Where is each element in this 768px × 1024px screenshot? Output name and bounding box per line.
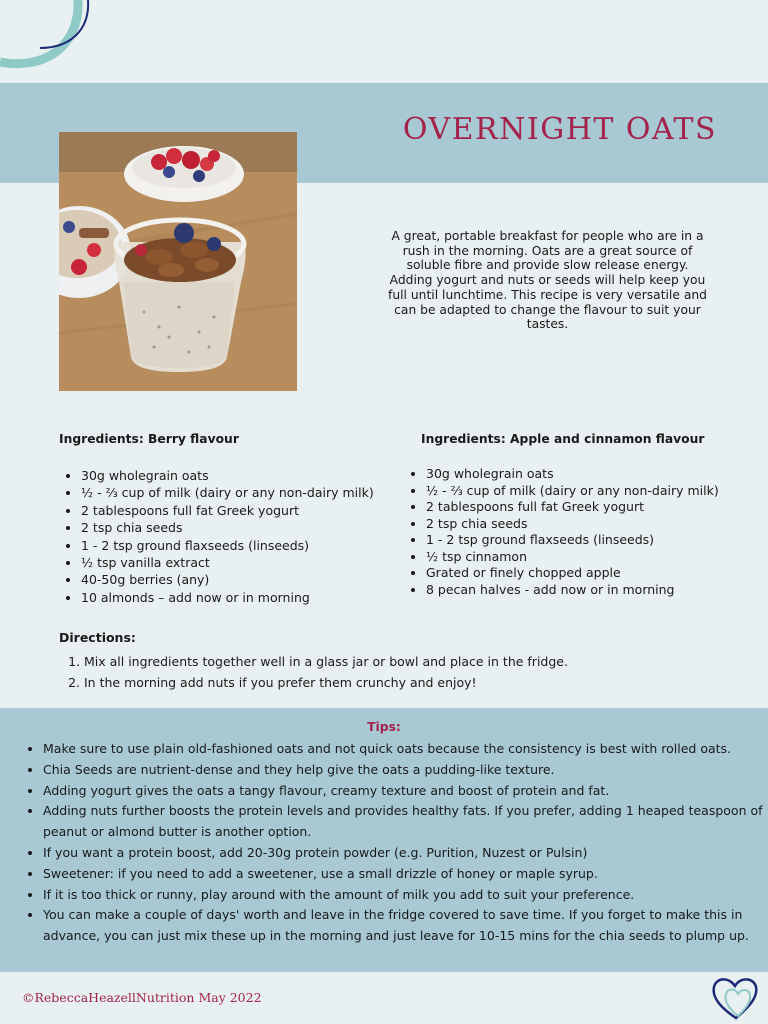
page-title: OVERNIGHT OATS (402, 112, 718, 147)
list-item: • ½ tsp cinnamon (426, 549, 768, 566)
tip-item: • Adding yogurt gives the oats a tangy flavour, creamy texture and boost of protein and fat. (43, 781, 768, 802)
tip-item: • Adding nuts further boosts the protein levels and provides healthy fats. If you prefer, adding 1 heaped teaspoon of peanut or almond butter is another option. (43, 801, 768, 843)
tip-item: • If you want a protein boost, add 20-30g protein powder (e.g. Purition, Nuzest or Pulsin) (43, 843, 768, 864)
tip-item: • Make sure to use plain old-fashioned oats and not quick oats because the consistency is best with rolled oats. (43, 739, 768, 760)
list-item: • 30g wholegrain oats (81, 467, 411, 484)
list-item: • 1 - 2 tsp ground flaxseeds (linseeds) (81, 537, 411, 554)
list-item: • 40-50g berries (any) (81, 571, 411, 588)
tips-heading: Tips: (367, 720, 401, 734)
list-item: • 8 pecan halves - add now or in morning (426, 582, 768, 599)
list-item: • 2 tablespoons full fat Greek yogurt (81, 502, 411, 519)
direction-step: 2. In the morning add nuts if you prefer them crunchy and enjoy! (84, 672, 734, 693)
berry-ingredients-heading: Ingredients: Berry flavour (59, 432, 239, 446)
tip-item: • If it is too thick or runny, play around with the amount of milk you add to suit your preference. (43, 885, 768, 906)
footer-copyright: ©RebeccaHeazellNutrition May 2022 (22, 990, 262, 1005)
tips-list (21, 739, 768, 947)
apple-ingredients-list (404, 466, 768, 598)
directions-heading: Directions: (59, 630, 136, 645)
apple-ingredients-heading: Ingredients: Apple and cinnamon flavour (421, 432, 705, 446)
list-item: • ½ - ⅔ cup of milk (dairy or any non-dairy milk) (426, 483, 768, 500)
tip-item: • Chia Seeds are nutrient-dense and they help give the oats a pudding-like texture. (43, 760, 768, 781)
decorative-curves (0, 0, 100, 75)
list-item: • ½ tsp vanilla extract (81, 554, 411, 571)
berry-ingredients-list (59, 467, 411, 606)
list-item: • 2 tsp chia seeds (81, 519, 411, 536)
list-item: • 10 almonds – add now or in morning (81, 589, 411, 606)
overnight-oats-photo (59, 132, 297, 391)
direction-step: 1. Mix all ingredients together well in a glass jar or bowl and place in the fridge. (84, 651, 734, 672)
list-item: • 2 tablespoons full fat Greek yogurt (426, 499, 768, 516)
list-item: • 1 - 2 tsp ground flaxseeds (linseeds) (426, 532, 768, 549)
tip-item: • Sweetener: if you need to add a sweetener, use a small drizzle of honey or maple syrup. (43, 864, 768, 885)
list-item: • 30g wholegrain oats (426, 466, 768, 483)
tip-item: • You can make a couple of days' worth and leave in the fridge covered to save time. If you forget to make this in advance, you can just mix these up in the morning and just leave for 10-15 mins for the chia seeds to plump up. (43, 905, 768, 947)
heart-logo-icon (708, 972, 764, 1024)
list-item: • ½ - ⅔ cup of milk (dairy or any non-dairy milk) (81, 484, 411, 501)
list-item: • Grated or finely chopped apple (426, 565, 768, 582)
list-item: • 2 tsp chia seeds (426, 516, 768, 533)
intro-paragraph: A great, portable breakfast for people who are in a rush in the morning. Oats are a great source of soluble fibre and provide slow release energy. Adding yogurt and nuts or seeds will help keep you full until lunchtime. This recipe is very versatile and can be adapted to change the flavour to suit your tastes. (388, 229, 707, 332)
directions-list (59, 651, 734, 693)
